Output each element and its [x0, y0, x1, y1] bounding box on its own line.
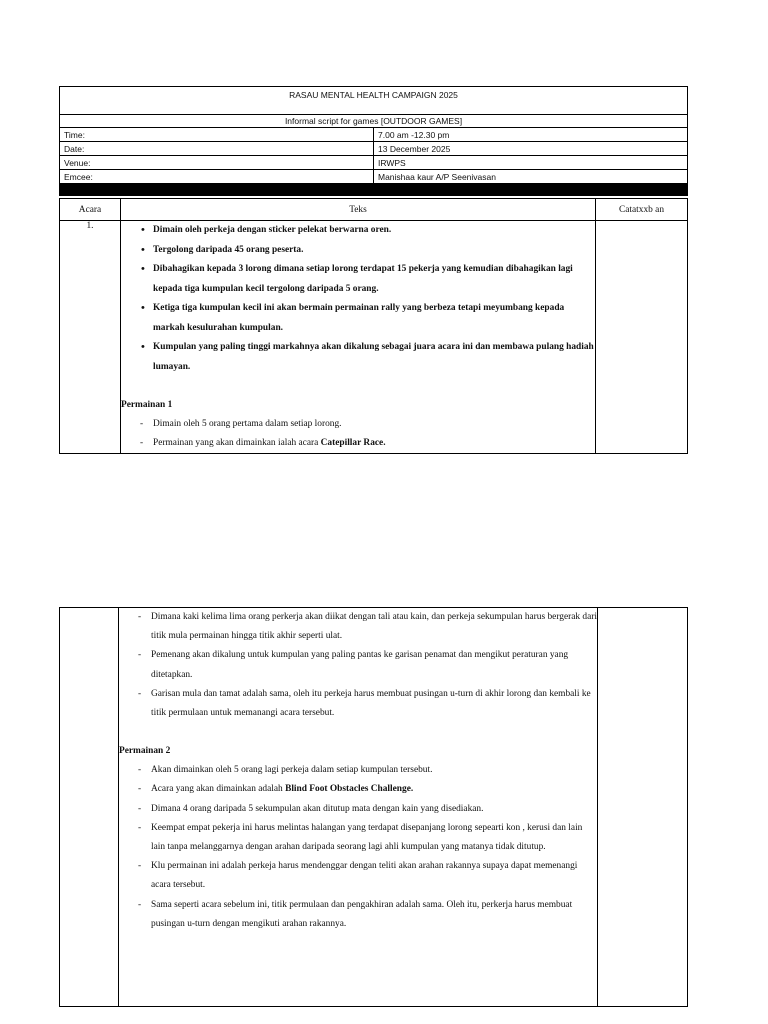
- list-item: • Dimain oleh perkeja dengan sticker pelekat berwarna oren.: [121, 221, 595, 241]
- list-item-text: Permainan yang akan dimainkan ialah acara: [153, 438, 321, 449]
- acara-cell: [60, 608, 119, 1007]
- bullet-list: [121, 221, 595, 377]
- list-item: • Ketiga tiga kumpulan kecil ini akan bermain permainan rally yang berbeza tetapi meyumbang kepada markah kesulurahan kumpulan.: [121, 299, 595, 338]
- list-item: - Dimain oleh 5 orang pertama dalam setiap lorong.: [121, 415, 595, 434]
- time-label: Time:: [60, 128, 374, 142]
- catatan-cell: [598, 608, 688, 1007]
- list-item: [121, 434, 595, 453]
- list-item: - Dimana kaki kelima lima orang perkerja akan diikat dengan tali atau kain, dan perkeja sekumpulan harus bergerak dari titik mula permainan hingga titik akhir seperti ulat.: [119, 608, 597, 646]
- document-subtitle: Informal script for games [OUTDOOR GAMES]: [60, 115, 688, 128]
- list-item-text: Acara yang akan dimainkan adalah: [151, 784, 286, 795]
- content-table-page1: [59, 198, 688, 454]
- emcee-value: Manishaa kaur A/P Seenivasan: [374, 170, 688, 184]
- venue-value: IRWPS: [374, 156, 688, 170]
- game1-details-list: [119, 608, 597, 723]
- list-item: - Sama seperti acara sebelum ini, titik permulaan dan pengakhiran adalah sama. Oleh itu, perkerja harus membuat pusingan u-turn dengan mengikuti arahan rakannya.: [119, 896, 597, 934]
- list-item: - Keempat empat pekerja ini harus melintas halangan yang terdapat disepanjang lorong sepearti kon , kerusi dan lain lain tanpa melanggarnya dengan arahan daripada seorang lagi ahli kumpulan yang matanya tidak ditutup.: [119, 819, 597, 857]
- column-header-teks: Teks: [121, 199, 596, 221]
- header-table: [59, 86, 688, 196]
- list-item: [119, 780, 597, 799]
- content-table-page2: [59, 607, 688, 1007]
- game1-name: Catepillar Race.: [320, 438, 386, 449]
- list-item: • Dibahagikan kepada 3 lorong dimana setiap lorong terdapat 15 pekerja yang kemudian dibahagikan lagi kepada tiga kumpulan kecil tergolong daripada 5 orang.: [121, 260, 595, 299]
- time-value: 7.00 am -12.30 pm: [374, 128, 688, 142]
- column-header-acara: Acara: [60, 199, 121, 221]
- game1-heading: Permainan 1: [121, 400, 173, 410]
- list-item: - Klu permainan ini adalah perkeja harus mendenggar dengan teliti akan arahan rakannya supaya dapat memenangi acara tersebut.: [119, 857, 597, 895]
- black-divider-row: [60, 184, 688, 196]
- venue-label: Venue:: [60, 156, 374, 170]
- date-label: Date:: [60, 142, 374, 156]
- date-value: 13 December 2025: [374, 142, 688, 156]
- catatan-cell: [596, 221, 688, 454]
- row-number: 1.: [60, 221, 121, 454]
- list-item: • Tergolong daripada 45 orang peserta.: [121, 241, 595, 261]
- list-item: - Garisan mula dan tamat adalah sama, oleh itu perkeja harus membuat pusingan u-turn di akhir lorong dan kembali ke titik permulaan untuk memanangi acara tersebut.: [119, 685, 597, 723]
- game2-list: [119, 761, 597, 934]
- game1-list: [121, 415, 595, 453]
- teks-cell: [119, 608, 598, 1007]
- document-title: RASAU MENTAL HEALTH CAMPAIGN 2025: [60, 87, 688, 115]
- list-item: - Dimana 4 orang daripada 5 sekumpulan akan ditutup mata dengan kain yang disediakan.: [119, 800, 597, 819]
- list-item: - Akan dimainkan oleh 5 orang lagi perkeja dalam setiap kumpulan tersebut.: [119, 761, 597, 780]
- teks-cell: [121, 221, 596, 454]
- game2-heading: Permainan 2: [119, 746, 171, 757]
- game2-name: Blind Foot Obstacles Challenge.: [285, 784, 414, 795]
- emcee-label: Emcee:: [60, 170, 374, 184]
- list-item: • Kumpulan yang paling tinggi markahnya akan dikalung sebagai juara acara ini dan membawa pulang hadiah lumayan.: [121, 338, 595, 377]
- column-header-catatan: Catatxxb an: [596, 199, 688, 221]
- list-item: - Pemenang akan dikalung untuk kumpulan yang paling pantas ke garisan penamat dan mengikut peraturan yang ditetapkan.: [119, 646, 597, 684]
